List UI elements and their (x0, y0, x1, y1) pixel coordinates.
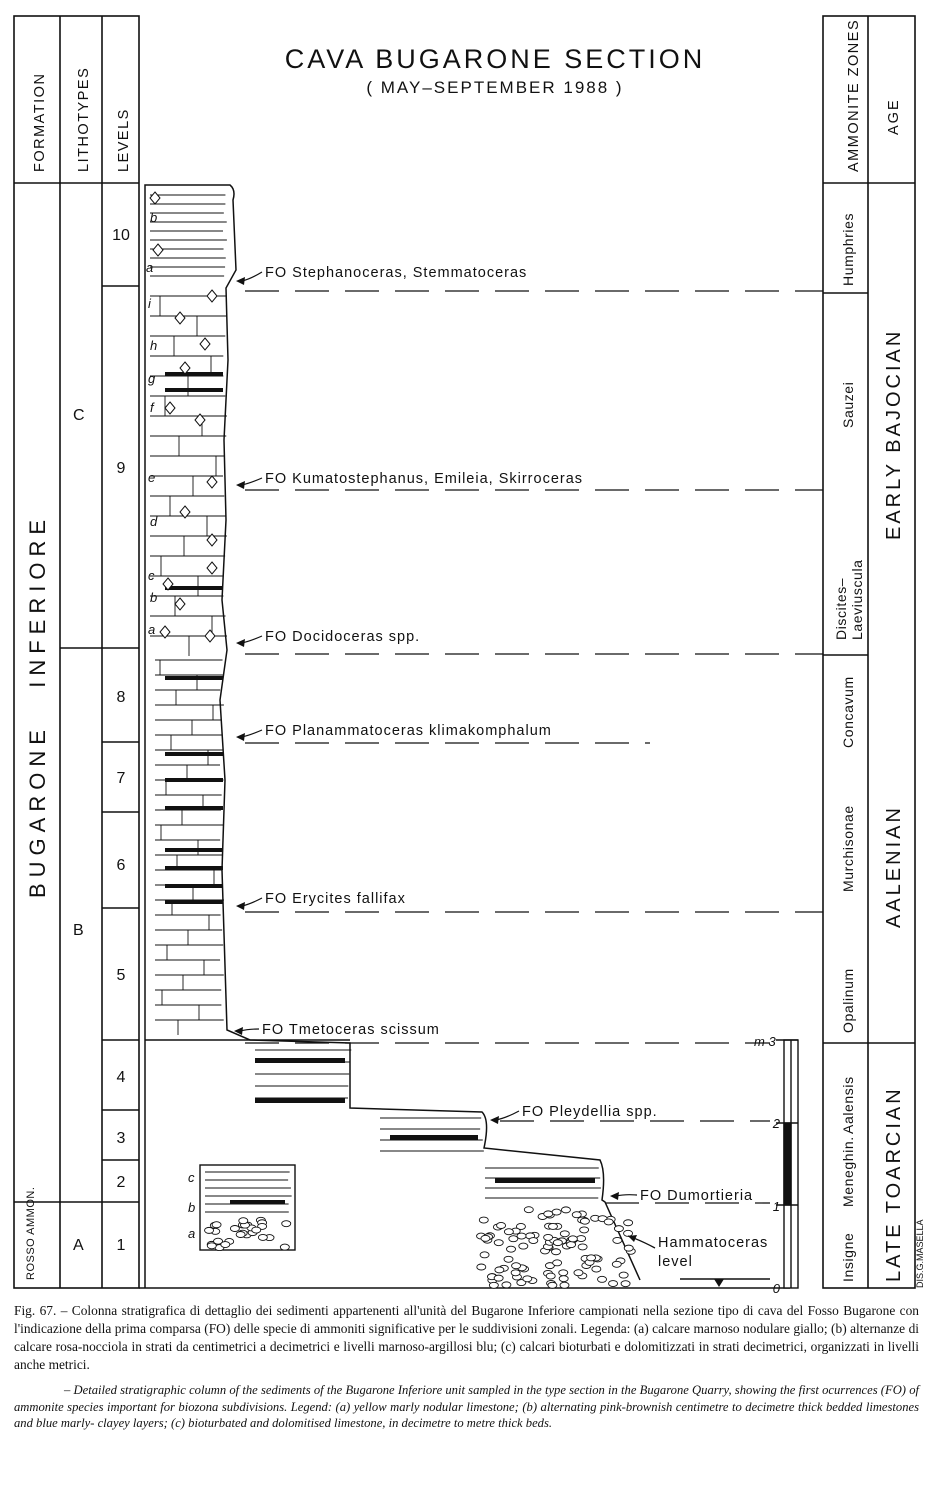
zone-laeviuscula: Laeviuscula (849, 559, 865, 640)
fo-arrow-icon (616, 1195, 637, 1196)
nodule (598, 1276, 607, 1282)
nodule (494, 1240, 503, 1246)
sublevel-1a: a (188, 1226, 196, 1241)
sublevel-9i: i (148, 296, 151, 311)
nodule (507, 1246, 516, 1252)
nodule (517, 1233, 526, 1239)
hammatoceras-label-2: level (658, 1254, 693, 1270)
nodule (524, 1207, 533, 1213)
fo-label-7: FO Dumortieria (640, 1188, 754, 1204)
nodule (621, 1281, 630, 1287)
zone-sauzei: Sauzei (840, 381, 856, 428)
sublevel-9b: b (150, 590, 158, 605)
sublevel-9c: c (148, 568, 155, 583)
marly-layer (165, 884, 223, 888)
nodule (479, 1217, 488, 1223)
nodule (494, 1275, 503, 1281)
nodule (504, 1256, 513, 1262)
zone-aalensis: Aalensis (840, 1076, 856, 1134)
fo-arrowhead-icon (236, 902, 245, 910)
figure-subtitle: ( MAY–SEPTEMBER 1988 ) (366, 78, 624, 97)
marly-layer (495, 1178, 595, 1183)
nodule (580, 1218, 589, 1224)
sublevel-9a: a (148, 622, 156, 637)
sublevel-10b: b (150, 210, 158, 225)
nodule (230, 1226, 239, 1232)
nodule (614, 1226, 623, 1232)
zone-concavum: Concavum (840, 676, 856, 748)
sublevel-1b: b (188, 1200, 196, 1215)
marly-layer (255, 1098, 345, 1103)
nodule (544, 1234, 553, 1240)
nodule (577, 1236, 586, 1242)
header-age: AGE (886, 98, 902, 135)
level-6: 6 (116, 857, 126, 874)
fo-arrow-icon (242, 636, 262, 643)
caption-english: – Detailed stratigraphic column of the sediments of the Bugarone Inferiore unit sampled in the type section in the Bugarone Quarry, showing the first ocurrences (FO) of ammonite species important for biozona subdivisions. Legend: (a) yellow marly nodular limestone; (b) alternating pink-brownish centimetre to decimetre thick bedded limestones and blue marly- clayey layers; (c) bioturbated and dolomitised limestone, in decimetre to metre thick beds. (14, 1383, 919, 1431)
marly-layer (165, 778, 223, 782)
nodule (548, 1223, 557, 1229)
nodule (511, 1270, 520, 1276)
fo-label-6: FO Pleydellia spp. (522, 1104, 658, 1120)
nodule (480, 1252, 489, 1258)
fo-label-0: FO Stephanoceras, Stemmatoceras (265, 265, 528, 281)
marly-layer (390, 1135, 478, 1140)
level-5: 5 (116, 967, 126, 984)
diamond-symbol (150, 192, 160, 204)
sublevel-9f: f (150, 400, 154, 415)
figure-title: CAVA BUGARONE SECTION (284, 44, 706, 74)
marly-layer (165, 676, 223, 680)
triangle-marker-icon (714, 1279, 724, 1287)
level-8: 8 (116, 689, 126, 706)
fo-arrow-icon (242, 478, 262, 485)
fo-arrowhead-icon (236, 277, 245, 285)
nodule (519, 1243, 528, 1249)
level-1: 1 (116, 1237, 126, 1254)
nodule (553, 1260, 562, 1266)
level-4: 4 (116, 1069, 126, 1086)
diamond-symbol (207, 476, 217, 488)
caption-italian: Fig. 67. – Colonna stratigrafica di dettaglio dei sedimenti appartenenti all'unità del Bugarone Inferiore campionati nella sezione tipo di cava del Fosso Bugarone con l'indicazione della prima comparsa (FO) delle specie di ammoniti significative per le suddivisioni zonali. Legenda: (a) calcare marnoso nodulare giallo; (b) alternanze di calcare rosa-nocciola in strati da centimetrici a decimetrici e livelli marnoso-argillosi blu; (c) calcari bioturbati e dolomitizzati in strati decimetrici, organizzati in livelli anche metrici. (14, 1303, 919, 1372)
diamond-symbol (153, 244, 163, 256)
nodule (587, 1255, 596, 1261)
header-lithotypes: LITHOTYPES (76, 66, 92, 172)
nodule (624, 1220, 633, 1226)
nodule (560, 1282, 569, 1288)
diamond-symbol (165, 402, 175, 414)
lithotype-a: A (73, 1237, 84, 1254)
sublevel-9e: e (148, 470, 156, 485)
diamond-symbol (175, 598, 185, 610)
nodule (529, 1238, 538, 1244)
fo-arrowhead-icon (236, 481, 245, 489)
marly-layer (165, 806, 223, 810)
nodule (613, 1237, 622, 1243)
formation-rosso-ammon: ROSSO AMMON. (25, 1186, 37, 1280)
nodule (205, 1227, 214, 1233)
nodule (612, 1261, 621, 1267)
correlation-lines (245, 291, 823, 1203)
nodule (207, 1243, 216, 1249)
level-9: 9 (116, 460, 126, 477)
marly-layer (230, 1200, 285, 1204)
fo-arrowhead-icon (490, 1116, 499, 1124)
nodule (546, 1273, 555, 1279)
nodule (495, 1267, 504, 1273)
fo-arrow-icon (242, 272, 262, 281)
nodule (512, 1263, 521, 1269)
marly-layer (165, 388, 223, 392)
nodule (568, 1236, 577, 1242)
fo-arrowhead-icon (236, 639, 245, 647)
age-late-toarcian: LATE TOARCIAN (883, 1086, 905, 1282)
hammatoceras-label-1: Hammatoceras (658, 1235, 769, 1251)
diamond-symbol (207, 562, 217, 574)
header-levels: LEVELS (116, 108, 132, 172)
marly-layer (165, 586, 223, 590)
diamond-symbol (207, 290, 217, 302)
scale-unit: m 3 (754, 1034, 776, 1049)
nodule (619, 1272, 628, 1278)
first-occurrence-labels (234, 265, 753, 1204)
fo-label-2: FO Docidoceras spp. (265, 629, 421, 645)
nodule (561, 1207, 570, 1213)
level-7: 7 (116, 770, 126, 787)
zone-meneghini: Meneghin. (840, 1136, 856, 1207)
marly-layer (165, 372, 223, 376)
sublevel-1c: c (188, 1170, 195, 1185)
nodule (221, 1242, 230, 1248)
nodule (489, 1282, 498, 1288)
header-ammonite-zones: AMMONITE ZONES (846, 18, 862, 172)
nodule (553, 1240, 562, 1246)
level-2: 2 (116, 1174, 126, 1191)
marly-layer (165, 752, 223, 756)
scale-bar (776, 1040, 798, 1288)
nodule (567, 1242, 576, 1248)
drawing-credit: DIS.G.MASELLA (915, 1219, 925, 1288)
fo-arrowhead-icon (236, 733, 245, 741)
age-early-bajocian: EARLY BAJOCIAN (883, 328, 905, 540)
nodule (559, 1276, 568, 1282)
zone-insigne: Insigne (840, 1232, 856, 1282)
marly-layer (165, 900, 223, 904)
nodule (280, 1244, 289, 1250)
sublevel-10a: a (146, 260, 154, 275)
zone-opalinum: Opalinum (840, 968, 856, 1033)
nodule (523, 1276, 532, 1282)
nodule (592, 1266, 601, 1272)
zone-discites: Discites– (833, 577, 849, 640)
nodule (548, 1282, 557, 1288)
formation-bugarone-inferiore: BUGARONE INFERIORE (25, 513, 50, 898)
nodule (574, 1270, 583, 1276)
nodule (504, 1229, 513, 1235)
marly-layer (165, 866, 223, 870)
nodule (578, 1244, 587, 1250)
nodule (258, 1234, 267, 1240)
nodule (552, 1209, 561, 1215)
sublevel-9d: d (150, 514, 158, 529)
diamond-symbol (175, 312, 185, 324)
scale-tick-0: 0 (772, 1281, 780, 1296)
nodule (502, 1282, 511, 1288)
nodule (609, 1281, 618, 1287)
marly-layer (165, 848, 223, 852)
nodule (559, 1270, 568, 1276)
zone-humphries: Humphries (840, 212, 856, 286)
figure-caption (14, 1302, 919, 1502)
nodule (239, 1218, 248, 1224)
nodule (282, 1221, 291, 1227)
nodule (509, 1236, 518, 1242)
nodule (497, 1222, 506, 1228)
sublevel-9g: g (148, 371, 156, 386)
diamond-symbol (205, 630, 215, 642)
header-formation: FORMATION (32, 72, 48, 172)
zone-murchisonae: Murchisonae (840, 805, 856, 892)
scale-tick-2: 2 (772, 1116, 780, 1131)
nodule (624, 1245, 633, 1251)
fo-arrow-icon (242, 730, 262, 737)
marly-layer (255, 1058, 345, 1063)
fo-arrow-icon (496, 1111, 519, 1120)
nodule (212, 1222, 221, 1228)
level-10: 10 (112, 227, 130, 244)
nodule (544, 1211, 553, 1217)
fo-label-3: FO Planammatoceras klimakomphalum (265, 723, 552, 739)
fo-label-4: FO Erycites fallifax (265, 891, 406, 907)
left-column-grid (14, 16, 790, 1288)
nodule (580, 1227, 589, 1233)
level-3: 3 (116, 1130, 126, 1147)
age-aalenian: AALENIAN (883, 805, 905, 928)
nodule (236, 1232, 245, 1238)
fo-arrow-icon (240, 1029, 259, 1031)
fo-label-1: FO Kumatostephanus, Emileia, Skirroceras (265, 471, 584, 487)
nodule (477, 1264, 486, 1270)
fo-arrowhead-icon (610, 1192, 619, 1200)
nodule (604, 1219, 613, 1225)
lithotype-b: B (73, 922, 84, 939)
scale-tick-1: 1 (772, 1199, 780, 1214)
fo-label-5: FO Tmetoceras scissum (262, 1022, 440, 1038)
nodule (252, 1227, 261, 1233)
lithotype-c: C (73, 407, 85, 424)
nodule (481, 1235, 490, 1241)
nodule (624, 1230, 633, 1236)
diamond-symbol (200, 338, 210, 350)
nodule (560, 1231, 569, 1237)
sublevel-9h: h (150, 338, 158, 353)
